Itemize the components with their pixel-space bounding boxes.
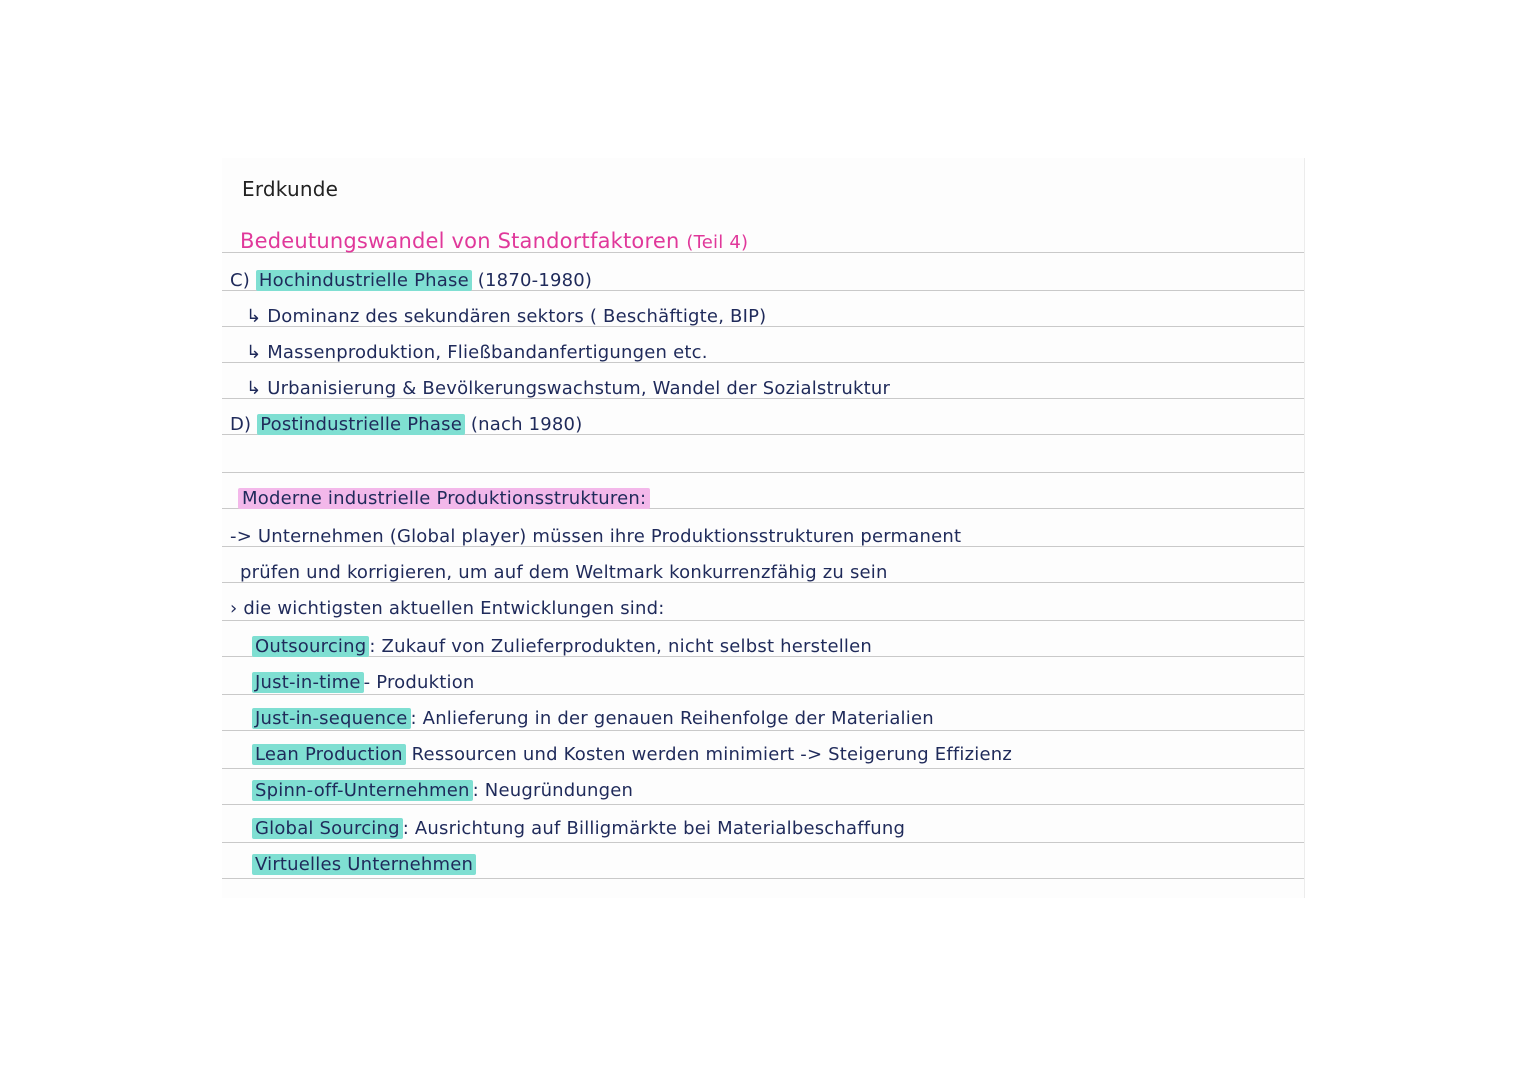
phase-c-point: ↳ Urbanisierung & Bevölkerungswachstum, Wandel der Sozialstruktur <box>246 378 891 399</box>
list-item <box>252 672 475 694</box>
list-item-term: Spinn-off-Unternehmen <box>252 780 473 801</box>
phase-d-heading <box>230 414 582 436</box>
phase-d-period: (nach 1980) <box>470 414 583 435</box>
modern-heading <box>238 488 650 510</box>
list-item <box>252 744 1012 766</box>
phase-d-prefix: D) <box>230 414 252 435</box>
modern-heading-text: Moderne industrielle Produktionsstrukturen: <box>238 488 650 509</box>
list-item-desc: : Zukauf von Zulieferprodukten, nicht selbst herstellen <box>369 636 873 657</box>
list-item-desc: Ressourcen und Kosten werden minimiert -> Steigerung Effizienz <box>405 744 1013 765</box>
phase-c-point: ↳ Massenproduktion, Fließbandanfertigungen etc. <box>246 342 708 363</box>
phase-c-name: Hochindustrielle Phase <box>256 270 472 291</box>
list-item-term: Outsourcing <box>252 636 369 657</box>
subject-label: Erdkunde <box>242 177 339 201</box>
list-item-term: Just-in-time <box>252 672 364 693</box>
list-item-term: Global Sourcing <box>252 818 403 839</box>
phase-c-prefix: C) <box>230 270 250 291</box>
modern-intro-line: › die wichtigsten aktuellen Entwicklungen sind: <box>230 598 665 619</box>
modern-intro-line: -> Unternehmen (Global player) müssen ihre Produktionsstrukturen permanent <box>230 526 962 547</box>
ruled-line <box>222 768 1304 769</box>
list-item-term: Lean Production <box>252 744 406 765</box>
ruled-line <box>222 804 1304 805</box>
ruled-line <box>222 730 1304 731</box>
ruled-line <box>222 472 1304 473</box>
list-item-desc: : Ausrichtung auf Billigmärkte bei Materialbeschaffung <box>402 818 906 839</box>
list-item <box>252 636 872 658</box>
phase-c-point: ↳ Dominanz des sekundären sektors ( Beschäftigte, BIP) <box>246 306 767 327</box>
list-item-desc: : Neugründungen <box>472 780 634 801</box>
list-item <box>252 818 905 840</box>
list-item-term: Just-in-sequence <box>252 708 411 729</box>
title-text: Bedeutungswandel von Standortfaktoren <box>240 229 680 253</box>
ruled-line <box>222 620 1304 621</box>
list-item-desc: - Produktion <box>363 672 475 693</box>
list-item-desc: : Anlieferung in der genauen Reihenfolge der Materialien <box>410 708 934 729</box>
list-item <box>252 708 934 730</box>
ruled-line <box>222 878 1304 879</box>
ruled-line <box>222 842 1304 843</box>
list-item-term: Virtuelles Unternehmen <box>252 854 476 875</box>
modern-intro-line: prüfen und korrigieren, um auf dem Weltmark konkurrenzfähig zu sein <box>240 562 888 583</box>
ruled-line <box>222 694 1304 695</box>
title-part: (Teil 4) <box>686 232 749 253</box>
list-item <box>252 780 633 802</box>
phase-d-name: Postindustrielle Phase <box>257 414 465 435</box>
phase-c-period: (1870-1980) <box>477 270 593 291</box>
list-item <box>252 854 476 876</box>
page-title <box>240 230 748 254</box>
phase-c-heading <box>230 270 592 292</box>
